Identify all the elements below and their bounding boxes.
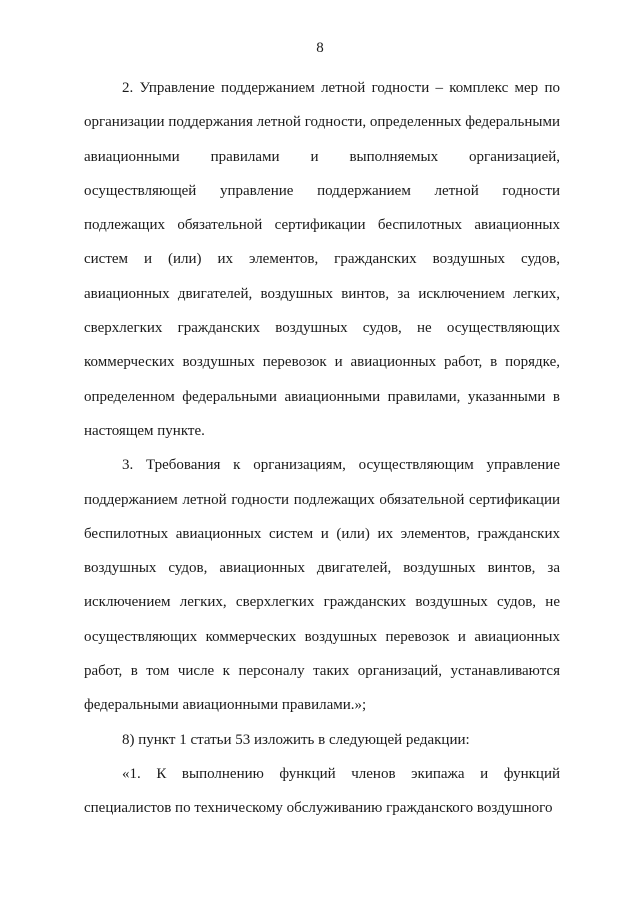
document-body — [84, 71, 560, 826]
paragraph-quoted-item-1: «1. К выполнению функций членов экипажа и функций специалистов по техническому обслуживанию гражданского воздушного — [84, 765, 560, 817]
paragraph-3-organization-requirements: 3. Требования к организациям, осуществляющим управление поддержанием летной годности подлежащих обязательной сертификации беспилотных авиационных систем и (или) их элементов, гражданских воздушных судов, авиационных двигателей, воздушных винтов, за исключением легких, сверхлегких гражданских воздушных судов, не осуществляющих коммерческих воздушных перевозок и авиационных работ, в том числе к персоналу таких организаций, устанавливаются федеральными авиационными правилами.»; — [84, 457, 560, 714]
page-number: 8 — [316, 40, 324, 56]
paragraph-8-amendment-article-53: 8) пункт 1 статьи 53 изложить в следующей редакции: — [122, 731, 470, 748]
paragraph-2-airworthiness-management: 2. Управление поддержанием летной годности – комплекс мер по организации поддержания летной годности, определенных федеральными авиационными правилами и выполняемых организацией, осуществляющей управление поддержанием летной годности подлежащих обязательной сертификации беспилотных авиационных систем и (или) их элементов, гражданских воздушных судов, авиационных двигателей, воздушных винтов, за исключением легких, сверхлегких гражданских воздушных судов, не осуществляющих коммерческих воздушных перевозок и авиационных работ, в порядке, определенном федеральными авиационными правилами, указанными в настоящем пункте. — [84, 80, 560, 439]
